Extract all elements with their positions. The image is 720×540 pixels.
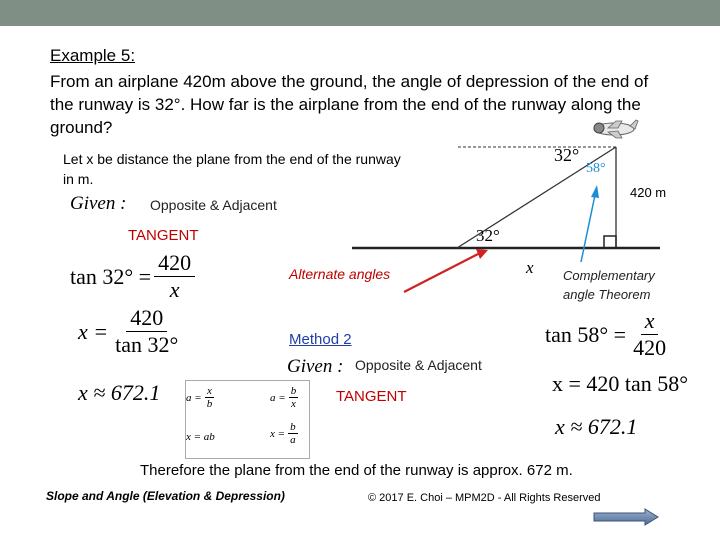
given-text: Opposite & Adjacent [150,197,277,213]
height-label: 420 m [630,185,667,200]
eq-lhs: x = [78,318,109,344]
equation-x [78,305,185,358]
alternate-angles-arrow [404,254,478,292]
eq-denominator: x [169,277,180,302]
rearrangement-box [185,380,310,459]
airplane-icon [594,120,638,138]
equation-tan32 [70,250,198,303]
right-angle-mark [604,236,616,248]
complementary-arrow [581,195,595,262]
complementary-angle-label: 58° [586,161,606,176]
eq-lhs: tan 32° = [70,263,152,289]
eq-numerator: 420 [126,305,167,332]
conclusion-text: Therefore the plane from the end of the runway is approx. 672 m. [140,462,573,479]
problem-statement: From an airplane 420m above the ground, the angle of depression of the end of the runway is 32°. How far is the airplane from the end of the runway along the ground? [50,72,649,137]
eq-denominator: tan 32° [115,332,179,357]
alternate-angles-note: Alternate angles [289,266,391,282]
example-title: Example 5: [50,46,136,65]
tangent-label: TANGENT [128,227,199,244]
next-slide-arrow-icon[interactable] [593,508,659,526]
eq-denominator: 420 [633,335,667,360]
footer-copyright: © 2017 E. Choi – MPM2D - All Rights Reserved [368,492,601,504]
given-text-2: Opposite & Adjacent [355,357,482,373]
complementary-note: Complementary angle Theorem [563,268,655,302]
given-label: Given : [70,193,127,214]
rule-2: a = $\frac{b}{x}$ [270,385,297,410]
result-method1: x ≈ 672.1 [78,380,161,405]
x-label: x [526,258,534,277]
footer-title: Slope and Angle (Elevation & Depression) [46,489,285,503]
let-statement: Let x be distance the plane from the end of the runway in m. [63,151,401,187]
eq-numerator: 420 [154,250,195,277]
method2-title: Method 2 [289,331,352,348]
result-method2: x ≈ 672.1 [555,414,638,439]
eq-lhs: tan 58° = [545,321,627,347]
top-angle-label: 32° [554,145,580,165]
equation-tan58 [545,308,673,361]
rule-1: a = $\frac{x}{b}$ [186,385,213,410]
bottom-angle-label: 32° [476,226,500,245]
equation-x-method2: x = 420 tan 58° [552,371,689,396]
given-label-2: Given : [287,356,344,377]
eq-numerator: x [641,308,659,335]
tangent-label-2: TANGENT [336,388,407,405]
rule-3: x = ab [186,431,215,443]
rule-4: x = $\frac{b}{a}$ [270,421,296,446]
